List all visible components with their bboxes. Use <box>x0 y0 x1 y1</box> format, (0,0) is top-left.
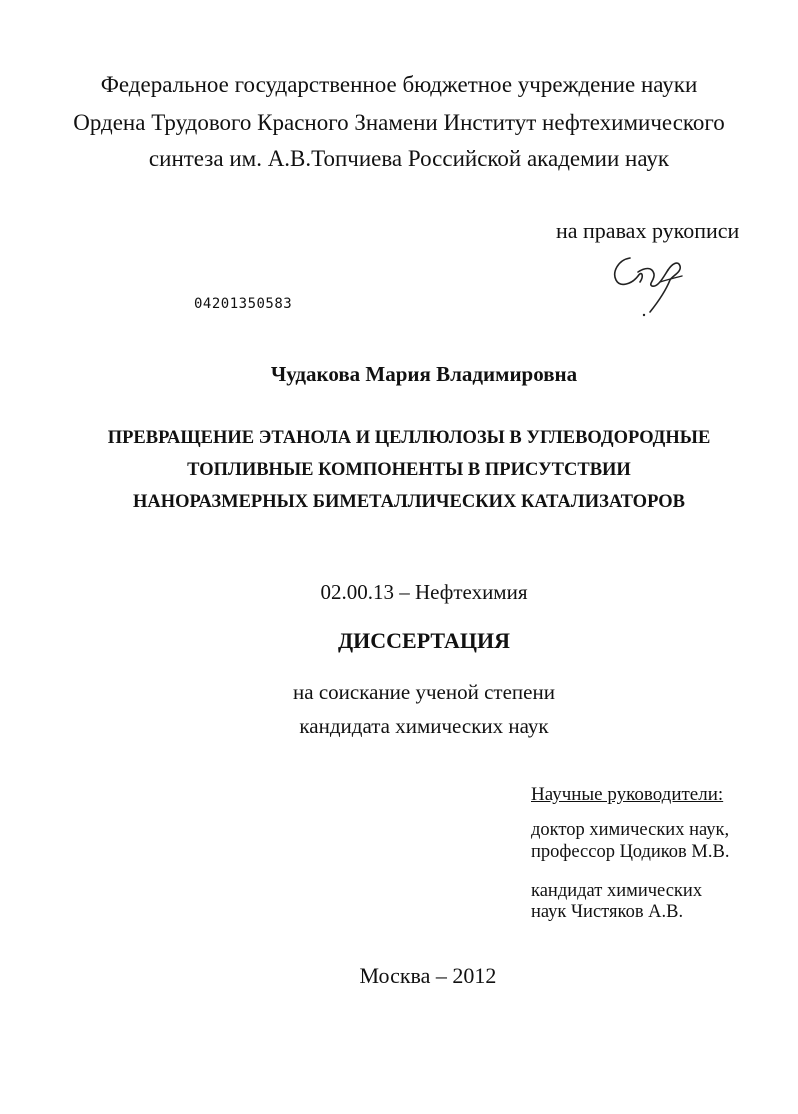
thesis-title-line-3: НАНОРАЗМЕРНЫХ БИМЕТАЛЛИЧЕСКИХ КАТАЛИЗАТОРОВ <box>132 492 685 512</box>
supervisor-2-name: наук Чистяков А.В. <box>531 902 684 922</box>
degree-line-1: на соискание ученой степени <box>293 680 555 704</box>
place-and-year: Москва – 2012 <box>359 963 497 988</box>
author-name: Чудакова Мария Владимировна <box>270 362 578 386</box>
degree-line-2: кандидата химических наук <box>299 714 549 738</box>
manuscript-rights-note: на правах рукописи <box>556 218 740 243</box>
supervisor-2-title: кандидат химических <box>531 881 703 901</box>
handwritten-signature <box>608 246 688 318</box>
supervisor-1-title: доктор химических наук, <box>531 820 730 840</box>
document-type: ДИССЕРТАЦИЯ <box>338 628 510 653</box>
supervisors-heading: Научные руководители: <box>531 784 724 805</box>
thesis-title-line-2: ТОПЛИВНЫЕ КОМПОНЕНТЫ В ПРИСУТСТВИИ <box>187 460 631 480</box>
specialty-code: 02.00.13 – Нефтехимия <box>320 580 528 604</box>
thesis-title-line-1: ПРЕВРАЩЕНИЕ ЭТАНОЛА И ЦЕЛЛЮЛОЗЫ В УГЛЕВОДОРОДНЫЕ <box>107 428 711 448</box>
institution-line-1: Федеральное государственное бюджетное учреждение науки <box>100 72 698 97</box>
institution-line-2: Ордена Трудового Красного Знамени Институт нефтехимического <box>73 110 725 135</box>
institution-line-3: синтеза им. А.В.Топчиева Российской академии наук <box>148 146 670 171</box>
supervisor-1-name: профессор Цодиков М.В. <box>531 842 730 862</box>
catalog-number: 04201350583 <box>194 296 293 312</box>
